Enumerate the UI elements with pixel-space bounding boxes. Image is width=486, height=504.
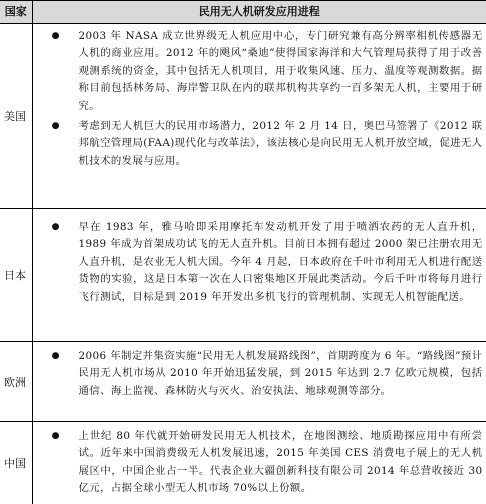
entry-text: 上世纪 80 年代就开始研发民用无人机技术，在地图测绘、地质勘探应用中有所尝试。近年来中国消费级无人机发展迅速，2015 年美国 CES 消费电子展上的无人机展区中，中国企业占一半。代表企业大疆创新科技有限公司 2014 年总营收接近 30 亿元，占据全球小型无人机市场 70%以上份额。 — [78, 430, 483, 495]
header-content: 民用无人机研发应用进程 — [32, 1, 486, 24]
list-item — [33, 28, 486, 115]
country-label: 中国 — [0, 422, 32, 504]
content-cell — [32, 209, 486, 342]
bullet-icon: ● — [51, 121, 60, 132]
entry-text: 2006 年制定并集资实施“民用无人机发展路线图”，首期跨度为 6 年。“路线图”预计民用无人机市场从 2010 年开始迅猛发展，到 2015 年达到 2.7 亿欧元规模，包括通信、海上监视、森林防火与灭火、治安执法、地球观测等部分。 — [78, 350, 483, 397]
list-item — [33, 219, 486, 306]
country-label: 日本 — [0, 209, 32, 342]
table-row-usa — [0, 24, 486, 209]
table-row-europe — [0, 342, 486, 422]
bullet-icon: ● — [51, 222, 60, 232]
content-cell — [32, 422, 486, 504]
bullet-icon: ● — [51, 351, 60, 361]
country-label: 欧洲 — [0, 342, 32, 422]
content-cell — [32, 342, 486, 422]
list-item — [33, 428, 486, 498]
table-header-row — [0, 1, 486, 24]
entry-text: 2003 年 NASA 成立世界级无人机应用中心，专门研究兼有高分辨率相机传感器无人机的商业应用。2012 年的飓风“桑迪”使得国家海洋和大气管理局获得了用于改善观测系统的资金，其中包括无人机项目，用于收集风速、压力、温度等观测数据。据称目前包括林务局、海岸警卫队在内的联邦机构共享约一百多架无人机，主要用于研究。 — [78, 30, 483, 112]
country-label: 美国 — [0, 24, 32, 209]
list-item — [33, 118, 486, 170]
header-country: 国家 — [0, 1, 32, 24]
table-row-china — [0, 422, 486, 504]
list-item — [33, 348, 486, 400]
entry-text: 考虑到无人机巨大的民用市场潜力，2012 年 2 月 14 日，奥巴马签署了《2012 联邦航空管理局(FAA)现代化与改革法》，该法核心是向民用无人机开放空域，促进无人机技术的发展与应用。 — [78, 120, 483, 167]
entry-text: 早在 1983 年，雅马哈即采用摩托车发动机开发了用于喷洒农药的无人直升机，1989 年成为首架成功试飞的无人直升机。目前日本拥有超过 2000 架已注册农用无人直升机，是农业无人机大国。今年 4 月起，日本政府在千叶市利用无人机进行配送货物的实验，这是日本第一次在人口密集地区开展此类活动。今后千叶市将每月进行飞行测试，目标是到 2019 年开发出多机飞行的管理机制、实现无人机智能配送。 — [78, 221, 483, 303]
bullet-icon: ● — [51, 31, 60, 41]
content-cell — [32, 24, 486, 209]
table-row-japan — [0, 209, 486, 342]
bullet-icon: ● — [51, 431, 60, 441]
